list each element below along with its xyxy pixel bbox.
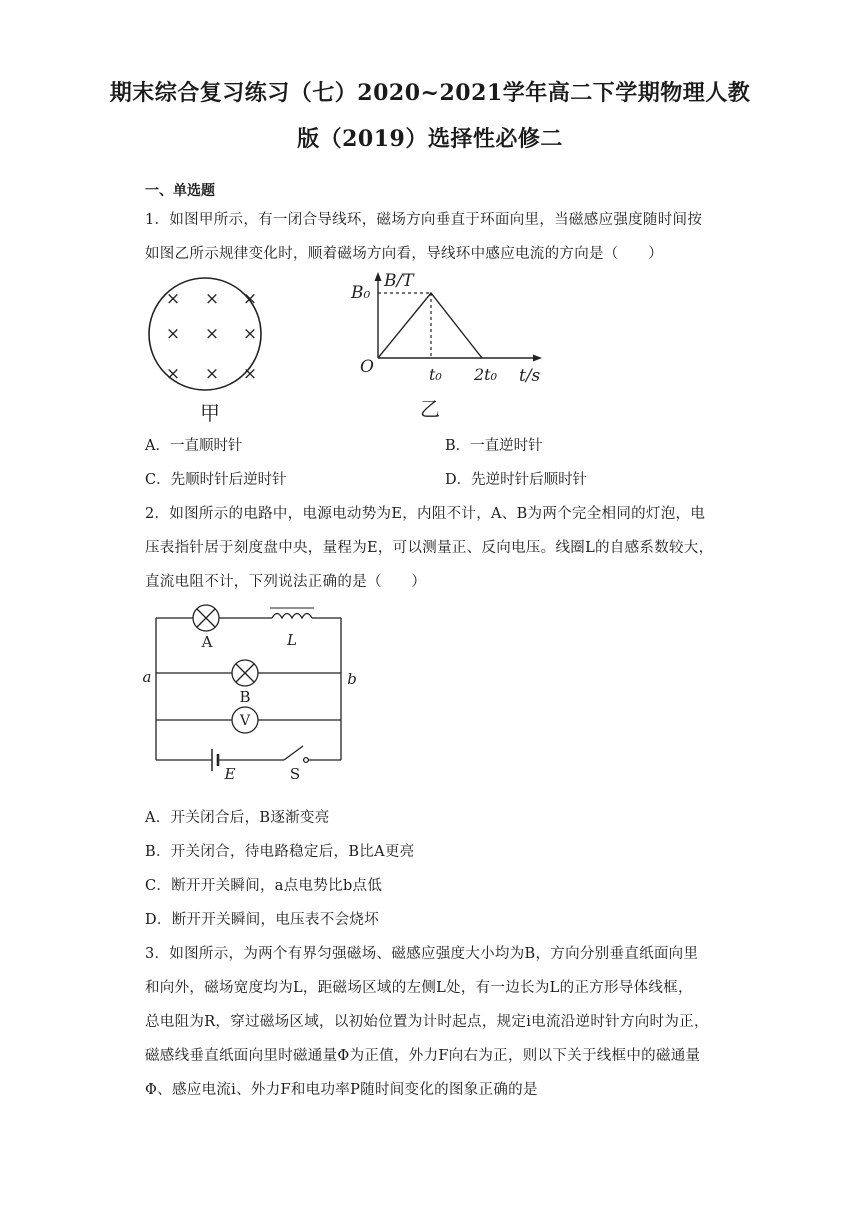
x-tick-t0: t₀: [429, 365, 442, 384]
battery-icon: [212, 749, 218, 771]
origin-label: O: [360, 357, 374, 377]
q2-option-b[interactable]: B．开关闭合，待电路稳定后，B比A更亮: [145, 844, 415, 860]
lamp-b-icon: [232, 660, 258, 686]
y-axis-label: B/T: [384, 271, 414, 291]
q2-option-d[interactable]: D．断开开关瞬间，电压表不会烧坏: [145, 912, 379, 928]
q2-stem-line3: 直流电阻不计，下列说法正确的是（ ）: [145, 574, 427, 590]
q3-stem-line1: 3．如图所示，为两个有界匀强磁场、磁感应强度大小均为B，方向分别垂直纸面向里: [145, 946, 699, 962]
fig-caption-jia: 甲: [200, 401, 220, 425]
field-x-mark: ×: [165, 364, 181, 384]
lamp-a-label: A: [201, 633, 213, 651]
x-axis-arrow: [533, 355, 542, 362]
field-x-mark: ×: [204, 324, 220, 344]
battery-label: E: [224, 765, 236, 783]
q2-option-a[interactable]: A．开关闭合后，B逐渐变亮: [145, 810, 330, 826]
fig-caption-yi: 乙: [420, 397, 440, 421]
page-title-line2: 版（2019）选择性必修二: [297, 126, 563, 152]
lamp-b-label: B: [239, 688, 251, 706]
q1-stem-line2: 如图乙所示规律变化时，顺着磁场方向看，导线环中感应电流的方向是（ ）: [145, 246, 663, 262]
q1-option-d[interactable]: D．先逆时针后顺时针: [445, 472, 588, 488]
field-x-mark: ×: [242, 324, 258, 344]
q3-stem-line3: 总电阻为R，穿过磁场区域，以初始位置为计时起点，规定i电流沿逆时针方向时为正，: [145, 1014, 709, 1030]
field-x-mark: ×: [242, 364, 258, 384]
voltmeter-label: V: [239, 713, 251, 729]
q1-figure-jia: [140, 270, 280, 430]
lamp-a-icon: [193, 605, 219, 631]
y-tick-b0: B₀: [351, 283, 371, 303]
field-x-mark: ×: [204, 289, 220, 309]
switch-icon: [284, 746, 308, 762]
q1-option-a[interactable]: A．一直顺时针: [145, 438, 243, 454]
q3-stem-line4: 磁感线垂直纸面向里时磁通量Φ为正值，外力F向右为正，则以下关于线框中的磁通量: [145, 1048, 701, 1064]
q3-stem-line5: Φ、感应电流i、外力F和电功率P随时间变化的图象正确的是: [145, 1082, 538, 1098]
y-axis-arrow: [375, 272, 382, 281]
field-x-mark: ×: [165, 289, 181, 309]
x-axis-label: t/s: [519, 366, 541, 386]
field-x-mark: ×: [204, 364, 220, 384]
q1-stem-line1: 1．如图甲所示，有一闭合导线环，磁场方向垂直于环面向里，当磁感应强度随时间按: [145, 212, 703, 228]
q2-circuit-diagram: [138, 598, 368, 788]
q2-stem-line1: 2．如图所示的电路中，电源电动势为E，内阻不计，A、B为两个完全相同的灯泡，电: [145, 506, 706, 522]
field-x-mark: ×: [165, 324, 181, 344]
q1-option-c[interactable]: C．先顺时针后逆时针: [145, 472, 287, 488]
section-heading: 一、单选题: [145, 183, 215, 199]
node-b-label: b: [347, 670, 357, 688]
x-tick-2t0: 2t₀: [474, 365, 498, 384]
inductor-coil-icon: [272, 614, 312, 619]
coil-label: L: [287, 631, 297, 649]
page-title-line1: 期末综合复习练习（七）2020~2021学年高二下学期物理人教: [109, 80, 751, 106]
q2-stem-line2: 压表指针居于刻度盘中央，量程为E，可以测量正、反向电压。线圈L的自感系数较大，: [145, 540, 714, 556]
q1-option-b[interactable]: B．一直逆时针: [445, 438, 543, 454]
q1-figure-yi: [340, 266, 570, 426]
q3-stem-line2: 和向外，磁场宽度均为L，距磁场区域的左侧L处，有一边长为L的正方形导体线框，: [145, 980, 693, 996]
b-t-graph-line: [378, 293, 482, 358]
q2-option-c[interactable]: C．断开开关瞬间，a点电势比b点低: [145, 878, 383, 894]
switch-label: S: [289, 765, 301, 783]
node-a-label: a: [142, 668, 152, 686]
field-x-mark: ×: [242, 289, 258, 309]
